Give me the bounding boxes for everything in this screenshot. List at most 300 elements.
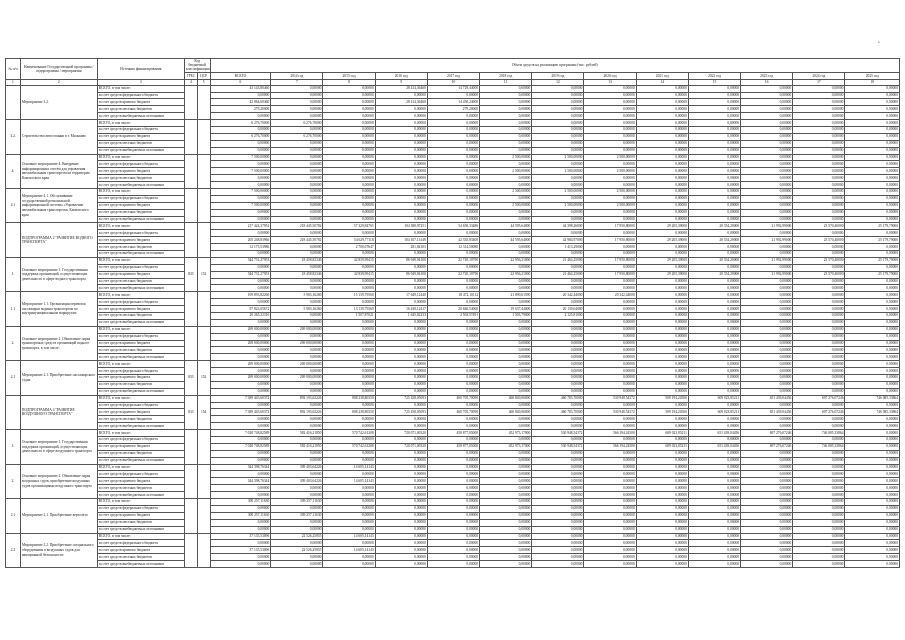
table-row <box>6 368 900 375</box>
amount-cell: 0,00000 <box>688 485 740 492</box>
amount-cell: 0,00000 <box>688 175 740 182</box>
amount-cell: 0,00000 <box>584 499 636 506</box>
amount-cell: 0,00000 <box>210 195 271 202</box>
amount-cell: 697 276,07246 <box>741 443 793 450</box>
amount-cell: 0,00000 <box>688 437 740 444</box>
amount-cell: 0,00000 <box>584 512 636 519</box>
amount-cell: 0,00000 <box>584 450 636 457</box>
amount-cell: 0,00000 <box>584 126 636 133</box>
amount-cell: 0,00000 <box>427 361 479 368</box>
amount-cell: 97 823,05672 <box>210 306 271 313</box>
amount-cell: 0,00000 <box>210 368 271 375</box>
table-row <box>6 175 900 182</box>
amount-cell: 0,00000 <box>323 278 375 285</box>
amount-cell: 0,00000 <box>584 161 636 168</box>
amount-cell: 14 729,44000 <box>427 85 479 92</box>
amount-cell: 7 389 445,60372 <box>210 409 271 416</box>
amount-cell: 0,00000 <box>793 250 845 257</box>
amount-cell: 0,00000 <box>845 423 900 430</box>
amount-cell: 0,00000 <box>741 250 793 257</box>
amount-cell: 0,00000 <box>688 533 740 540</box>
amount-cell: 0,00000 <box>271 195 323 202</box>
amount-cell: 0,00000 <box>741 285 793 292</box>
amount-cell: 0,00000 <box>845 333 900 340</box>
amount-cell: 0,00000 <box>584 175 636 182</box>
amount-cell: 6 276,70000 <box>210 120 271 127</box>
header-year: 2025 год <box>845 72 900 79</box>
header-code: Код бюджетной классификации <box>185 59 210 72</box>
amount-cell: 21 890,61590 <box>480 292 532 299</box>
amount-cell: 0,00000 <box>375 402 427 409</box>
finance-source: за счет средств краевого бюджета <box>97 409 184 416</box>
amount-cell: 0,00000 <box>793 381 845 388</box>
amount-cell: 0,00000 <box>741 85 793 92</box>
amount-cell: 0,00000 <box>532 140 584 147</box>
amount-cell: 0,00000 <box>427 354 479 361</box>
amount-cell: 0,00000 <box>741 471 793 478</box>
amount-cell: 0,00000 <box>793 195 845 202</box>
finance-source: ВСЕГО, в том числе: <box>97 292 184 299</box>
amount-cell: 0,00000 <box>688 278 740 285</box>
table-row <box>6 223 900 230</box>
amount-cell: 0,00000 <box>636 561 688 568</box>
amount-cell: 2 500,00000 <box>584 154 636 161</box>
amount-cell: 0,00000 <box>532 92 584 99</box>
amount-cell: 0,00000 <box>271 113 323 120</box>
amount-cell: 0,00000 <box>210 471 271 478</box>
amount-cell: 0,00000 <box>480 299 532 306</box>
amount-cell: 2 700,07647 <box>323 244 375 251</box>
amount-cell: 0,00000 <box>741 299 793 306</box>
amount-cell: 0,00000 <box>271 313 323 320</box>
amount-cell: 0,00000 <box>636 388 688 395</box>
column-number: 12 <box>532 79 584 85</box>
amount-cell: 0,00000 <box>688 250 740 257</box>
amount-cell: 0,00000 <box>584 471 636 478</box>
amount-cell: 0,00000 <box>375 416 427 423</box>
finance-source: за счет средств внебюджетных источников <box>97 423 184 430</box>
amount-cell: 0,00000 <box>271 106 323 113</box>
amount-cell: 0,00000 <box>688 188 740 195</box>
amount-cell: 0,00000 <box>793 450 845 457</box>
cst-code <box>197 188 210 222</box>
amount-cell: 0,00000 <box>375 354 427 361</box>
amount-cell: 0,00000 <box>532 85 584 92</box>
amount-cell: 0,00000 <box>532 120 584 127</box>
amount-cell: 0,00000 <box>375 319 427 326</box>
table-row <box>6 92 900 99</box>
amount-cell: 0,00000 <box>271 202 323 209</box>
amount-cell: 7 500,00000 <box>210 188 271 195</box>
amount-cell: 0,00000 <box>845 202 900 209</box>
amount-cell: 22 956,21000 <box>480 257 532 264</box>
amount-cell: 0,00000 <box>480 216 532 223</box>
amount-cell: 0,00000 <box>532 175 584 182</box>
amount-cell: 0,00000 <box>480 471 532 478</box>
amount-cell: 0,00000 <box>636 285 688 292</box>
table-row <box>6 402 900 409</box>
table-row <box>6 271 900 278</box>
measure-name: Мероприятие 2.1. Приобретение вертолета <box>20 499 97 533</box>
amount-cell: 0,00000 <box>532 457 584 464</box>
amount-cell: 0,00000 <box>793 375 845 382</box>
amount-cell: 29 205,39000 <box>636 271 688 278</box>
column-number: 1 <box>6 79 21 85</box>
finance-source: ВСЕГО, в том числе: <box>97 85 184 92</box>
amount-cell: 0,00000 <box>636 319 688 326</box>
amount-cell: 0,00000 <box>532 505 584 512</box>
amount-cell: 0,00000 <box>688 326 740 333</box>
amount-cell: 0,00000 <box>532 540 584 547</box>
measure-name: Основное мероприятие 2. Обновление парка воздушных судов, приобретение воздушных судов организациями воздушного транспорта <box>20 464 97 498</box>
amount-cell: 0,00000 <box>688 195 740 202</box>
amount-cell: 0,00000 <box>636 485 688 492</box>
amount-cell: 0,00000 <box>741 361 793 368</box>
amount-cell: 0,00000 <box>584 526 636 533</box>
finance-source: за счет средств местных бюджетов <box>97 313 184 320</box>
amount-cell: 0,00000 <box>793 292 845 299</box>
amount-cell: 0,00000 <box>427 457 479 464</box>
table-row <box>6 354 900 361</box>
amount-cell: 0,00000 <box>427 120 479 127</box>
amount-cell: 0,00000 <box>636 499 688 506</box>
amount-cell: 0,00000 <box>793 168 845 175</box>
amount-cell: 54 650,33480 <box>427 223 479 230</box>
row-number: 1.1 <box>6 292 21 326</box>
amount-cell: 0,00000 <box>636 554 688 561</box>
amount-cell: 0,00000 <box>480 547 532 554</box>
amount-cell: 0,00000 <box>584 361 636 368</box>
amount-cell: 0,00000 <box>210 388 271 395</box>
header-year: 2017 год <box>427 72 479 79</box>
measure-name: Мероприятие 1.1. Организация перевозок пассажиров водным транспортом по внутримуниципальным маршрутам <box>20 292 97 326</box>
amount-cell: 17 950,80000 <box>584 257 636 264</box>
amount-cell: 0,00000 <box>210 347 271 354</box>
finance-source: за счет средств внебюджетных источников <box>97 526 184 533</box>
amount-cell: 0,00000 <box>427 368 479 375</box>
finance-source: за счет средств местных бюджетов <box>97 519 184 526</box>
amount-cell: 458 877,05000 <box>427 430 479 437</box>
column-number: 14 <box>636 79 688 85</box>
amount-cell: 509 194,24500 <box>636 409 688 416</box>
header-grbs: ГРБС <box>184 72 197 79</box>
table-row <box>6 147 900 154</box>
amount-cell: 0,00000 <box>688 113 740 120</box>
amount-cell: 20 265,22316 <box>210 313 271 320</box>
measure-name: Строительство автостоянки в г. Мильково <box>20 120 97 154</box>
amount-cell: 0,00000 <box>741 381 793 388</box>
amount-cell: 7 500,00000 <box>210 154 271 161</box>
amount-cell: 0,00000 <box>741 133 793 140</box>
amount-cell: 0,00000 <box>741 188 793 195</box>
finance-source: за счет средств местных бюджетов <box>97 554 184 561</box>
amount-cell: 0,00000 <box>584 209 636 216</box>
amount-cell: 0,00000 <box>210 554 271 561</box>
amount-cell: 0,00000 <box>845 547 900 554</box>
amount-cell: 651 439,04456 <box>741 409 793 416</box>
amount-cell: 0,00000 <box>793 126 845 133</box>
amount-cell: 0,00000 <box>271 347 323 354</box>
amount-cell: 0,00000 <box>375 381 427 388</box>
table-row <box>6 437 900 444</box>
amount-cell: 0,00000 <box>480 85 532 92</box>
amount-cell: 0,00000 <box>210 540 271 547</box>
amount-cell: 0,00000 <box>793 540 845 547</box>
amount-cell: 21 992,99000 <box>741 237 793 244</box>
finance-source: за счет средств краевого бюджета <box>97 99 184 106</box>
amount-cell: 0,00000 <box>323 519 375 526</box>
amount-cell: 609 023,85211 <box>688 395 740 402</box>
amount-cell: 0,00000 <box>741 306 793 313</box>
amount-cell: 0,00000 <box>427 381 479 388</box>
table-row <box>6 120 900 127</box>
amount-cell: 6 276,70000 <box>271 120 323 127</box>
amount-cell: 0,00000 <box>793 278 845 285</box>
amount-cell: 0,00000 <box>427 554 479 561</box>
amount-cell: 0,00000 <box>845 113 900 120</box>
amount-cell: 269 000,00000 <box>271 326 323 333</box>
amount-cell: 0,00000 <box>845 106 900 113</box>
amount-cell: 57 329,84765 <box>323 223 375 230</box>
amount-cell: 0,00000 <box>741 333 793 340</box>
amount-cell: 0,00000 <box>271 485 323 492</box>
amount-cell: 0,00000 <box>688 554 740 561</box>
amount-cell: 0,00000 <box>375 478 427 485</box>
amount-cell: 0,00000 <box>427 499 479 506</box>
amount-cell: 0,00000 <box>793 120 845 127</box>
amount-cell: 0,00000 <box>584 347 636 354</box>
amount-cell: 309 257,11630 <box>210 512 271 519</box>
amount-cell: 0,00000 <box>793 202 845 209</box>
amount-cell: 0,00000 <box>480 381 532 388</box>
amount-cell: 7 500,00000 <box>210 202 271 209</box>
amount-cell: 0,00000 <box>532 133 584 140</box>
row-number: 2. <box>6 464 21 498</box>
table-row <box>6 519 900 526</box>
amount-cell: 0,00000 <box>636 292 688 299</box>
amount-cell: 0,00000 <box>845 381 900 388</box>
amount-cell: 15 139,79560 <box>323 292 375 299</box>
amount-cell: 22 956,21000 <box>480 271 532 278</box>
amount-cell: 0,00000 <box>480 209 532 216</box>
amount-cell: 0,00000 <box>271 368 323 375</box>
finance-source: за счет средств краевого бюджета <box>97 375 184 382</box>
amount-cell: 0,00000 <box>427 154 479 161</box>
amount-cell: 0,00000 <box>636 437 688 444</box>
table-row <box>6 188 900 195</box>
amount-cell: 217 424,37952 <box>210 223 271 230</box>
amount-cell: 0,00000 <box>793 319 845 326</box>
amount-cell: 0,00000 <box>688 319 740 326</box>
amount-cell: 0,00000 <box>636 540 688 547</box>
finance-source: за счет средств краевого бюджета <box>97 202 184 209</box>
amount-cell: 0,00000 <box>375 92 427 99</box>
header-name: Наименование Государственной программы / подпрограммы / мероприятия <box>20 59 97 80</box>
amount-cell: 0,00000 <box>741 526 793 533</box>
amount-cell: 0,00000 <box>532 216 584 223</box>
amount-cell: 0,00000 <box>793 154 845 161</box>
amount-cell: 0,00000 <box>688 285 740 292</box>
amount-cell: 0,00000 <box>584 554 636 561</box>
amount-cell: 0,00000 <box>375 168 427 175</box>
finance-source: ВСЕГО, в том числе: <box>97 154 184 161</box>
amount-cell: 1 645,02233 <box>375 313 427 320</box>
amount-cell: 530 948,54372 <box>532 443 584 450</box>
amount-cell: 0,00000 <box>480 230 532 237</box>
amount-cell: 0,00000 <box>210 485 271 492</box>
amount-cell: 0,00000 <box>210 354 271 361</box>
table-row <box>6 471 900 478</box>
amount-cell: 0,00000 <box>323 85 375 92</box>
amount-cell: 28 414,36460 <box>375 99 427 106</box>
amount-cell: 20 354,20000 <box>688 271 740 278</box>
cst-code <box>197 120 210 154</box>
amount-cell: 0,00000 <box>688 306 740 313</box>
amount-cell: 0,00000 <box>210 450 271 457</box>
amount-cell: 0,00000 <box>636 250 688 257</box>
amount-cell: 0,00000 <box>793 340 845 347</box>
amount-cell: 2 500,00000 <box>532 188 584 195</box>
amount-cell: 0,00000 <box>688 547 740 554</box>
table-row <box>6 244 900 251</box>
amount-cell: 0,00000 <box>741 464 793 471</box>
amount-cell: 0,00000 <box>636 333 688 340</box>
finance-source: за счет средств внебюджетных источников <box>97 285 184 292</box>
amount-cell: 0,00000 <box>323 147 375 154</box>
amount-cell: 0,00000 <box>375 554 427 561</box>
row-number: 3.2. <box>6 120 21 154</box>
table-row <box>6 230 900 237</box>
amount-cell: 1 507,87021 <box>323 313 375 320</box>
amount-cell: 0,00000 <box>688 126 740 133</box>
amount-cell: 0,00000 <box>793 512 845 519</box>
amount-cell: 458 877,05000 <box>427 443 479 450</box>
table-row <box>6 140 900 147</box>
amount-cell: 0,00000 <box>323 126 375 133</box>
amount-cell: 0,00000 <box>845 319 900 326</box>
amount-cell: 0,00000 <box>375 450 427 457</box>
table-row <box>6 443 900 450</box>
amount-cell: 0,00000 <box>271 402 323 409</box>
amount-cell: 269 000,00000 <box>210 326 271 333</box>
amount-cell: 530 948,54372 <box>532 430 584 437</box>
amount-cell: 892 193,63226 <box>271 409 323 416</box>
table-row <box>6 106 900 113</box>
amount-cell: 0,00000 <box>845 264 900 271</box>
amount-cell: 0,00000 <box>845 250 900 257</box>
amount-cell: 0,00000 <box>323 388 375 395</box>
amount-cell: 0,00000 <box>741 450 793 457</box>
row-number: 1. <box>6 257 21 291</box>
amount-cell: 0,00000 <box>532 340 584 347</box>
table-row <box>6 85 900 92</box>
amount-cell: 697 276,07246 <box>793 395 845 402</box>
amount-cell: 0,00000 <box>741 113 793 120</box>
amount-cell: 0,00000 <box>636 299 688 306</box>
amount-cell: 0,00000 <box>688 333 740 340</box>
header-no: № п/п <box>6 59 21 80</box>
amount-cell: 0,00000 <box>688 416 740 423</box>
amount-cell: 0,00000 <box>532 512 584 519</box>
amount-cell: 0,00000 <box>210 264 271 271</box>
column-number: 5 <box>197 79 210 85</box>
amount-cell: 0,00000 <box>427 547 479 554</box>
amount-cell: 0,00000 <box>688 361 740 368</box>
budget-table <box>5 58 900 568</box>
header-year: 2018 год <box>480 72 532 79</box>
amount-cell: 725 458,05093 <box>375 409 427 416</box>
amount-cell: 0,00000 <box>480 499 532 506</box>
amount-cell: 0,00000 <box>584 313 636 320</box>
amount-cell: 0,00000 <box>793 175 845 182</box>
amount-cell: 0,00000 <box>845 147 900 154</box>
amount-cell: 0,00000 <box>845 375 900 382</box>
amount-cell: 0,00000 <box>636 264 688 271</box>
amount-cell: 0,00000 <box>636 216 688 223</box>
amount-cell: 0,00000 <box>427 402 479 409</box>
finance-source: за счет средств местных бюджетов <box>97 450 184 457</box>
amount-cell: 20 139,04000 <box>532 306 584 313</box>
amount-cell: 0,00000 <box>636 547 688 554</box>
amount-cell: 0,00000 <box>210 319 271 326</box>
amount-cell: 0,00000 <box>688 264 740 271</box>
amount-cell: 0,00000 <box>845 140 900 147</box>
finance-source: за счет средств краевого бюджета <box>97 478 184 485</box>
amount-cell: 460 705,70090 <box>427 395 479 402</box>
amount-cell: 0,00000 <box>584 299 636 306</box>
row-number: 1. <box>6 430 21 464</box>
amount-cell: 269 000,00000 <box>210 375 271 382</box>
amount-cell: 0,00000 <box>845 340 900 347</box>
amount-cell: 0,00000 <box>375 388 427 395</box>
amount-cell: 17 950,80000 <box>584 223 636 230</box>
amount-cell: 0,00000 <box>271 188 323 195</box>
finance-source: за счет средств федерального бюджета <box>97 368 184 375</box>
amount-cell: 0,00000 <box>584 99 636 106</box>
amount-cell: 0,00000 <box>793 133 845 140</box>
amount-cell: 0,00000 <box>427 175 479 182</box>
amount-cell: 0,00000 <box>688 457 740 464</box>
amount-cell: 460 840,06000 <box>480 395 532 402</box>
table-row <box>6 340 900 347</box>
amount-cell: 0,00000 <box>741 478 793 485</box>
table-row <box>6 299 900 306</box>
header-year: 2024 год <box>793 72 845 79</box>
amount-cell: 0,00000 <box>323 361 375 368</box>
amount-cell: 0,00000 <box>323 471 375 478</box>
amount-cell: 0,00000 <box>210 561 271 568</box>
amount-cell: 0,00000 <box>636 306 688 313</box>
finance-source: ВСЕГО, в том числе: <box>97 499 184 506</box>
amount-cell: 0,00000 <box>584 133 636 140</box>
amount-cell: 21 992,99000 <box>741 223 793 230</box>
amount-cell: 0,00000 <box>271 388 323 395</box>
table-row <box>6 195 900 202</box>
amount-cell: 18 458,82346 <box>271 257 323 264</box>
amount-cell: 0,00000 <box>688 168 740 175</box>
amount-cell: 0,00000 <box>845 368 900 375</box>
amount-cell: 0,00000 <box>584 540 636 547</box>
amount-cell: 0,00000 <box>584 533 636 540</box>
amount-cell: 0,00000 <box>532 423 584 430</box>
amount-cell: 20 354,20000 <box>688 223 740 230</box>
amount-cell: 0,00000 <box>793 188 845 195</box>
column-number: 8 <box>323 79 375 85</box>
amount-cell: 0,00000 <box>375 147 427 154</box>
amount-cell: 0,00000 <box>636 202 688 209</box>
amount-cell: 0,00000 <box>375 264 427 271</box>
amount-cell: 0,00000 <box>584 278 636 285</box>
